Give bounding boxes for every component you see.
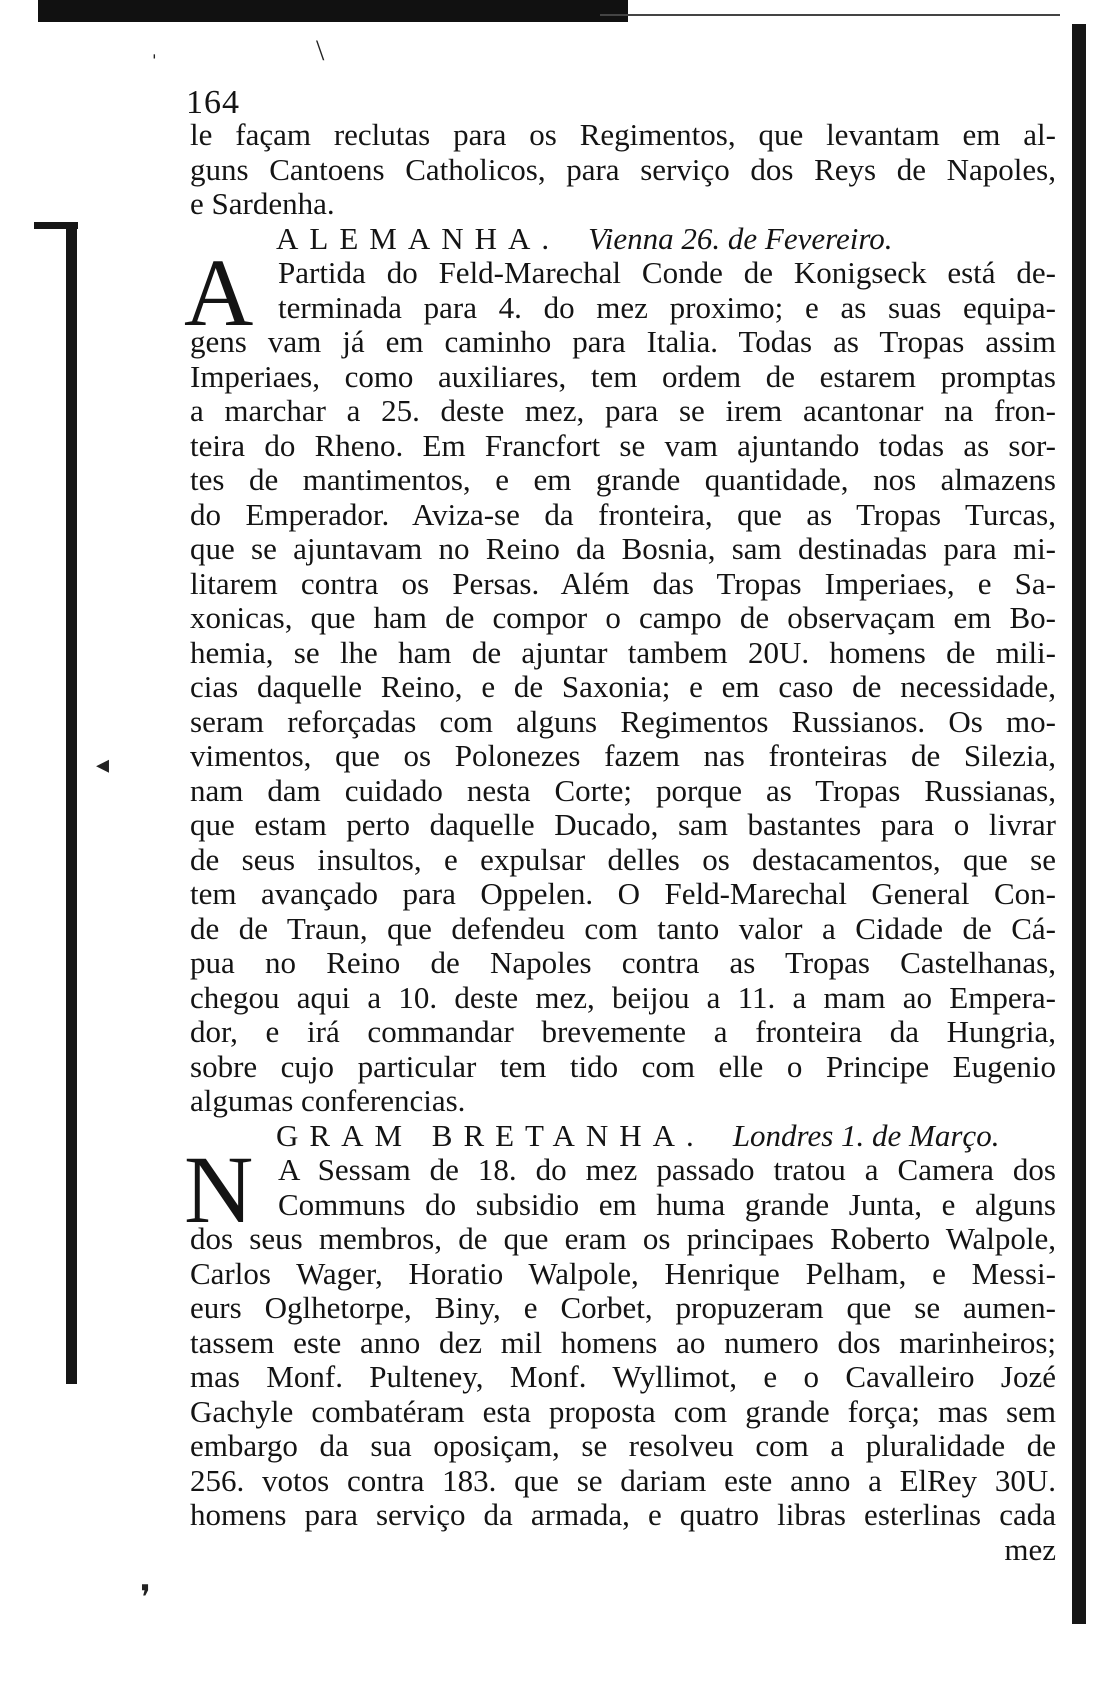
text-line: dor, e irá commandar brevemente a fronteira da Hungria, <box>190 1014 1056 1049</box>
text-line: xonicas, que ham de compor o campo de observaçam em Bo- <box>190 600 1056 635</box>
text-line: tem avançado para Oppelen. O Feld-Marechal General Con- <box>190 876 1056 911</box>
text-line: gens vam já em caminho para Italia. Todas as Tropas assim <box>190 324 1056 359</box>
body-text <box>184 117 1056 1567</box>
text-line: dos seus membros, de que eram os principaes Roberto Walpole, <box>190 1221 1056 1256</box>
top-border-rule <box>38 0 628 22</box>
right-border-rule <box>1072 24 1086 1624</box>
dateline: Vienna 26. de Fevereiro. <box>588 220 893 256</box>
ink-mark: ◂ <box>96 750 110 779</box>
text-line: 256. votos contra 183. que se dariam este anno a ElRey 30U. <box>190 1462 1056 1498</box>
text-line: pua no Reino de Napoles contra as Tropas Castelhanas, <box>190 945 1056 980</box>
text-line: tes de mantimentos, e em grande quantidade, nos almazens <box>190 462 1056 497</box>
text-line: que se ajuntavam no Reino da Bosnia, sam destinadas para mi- <box>190 531 1056 566</box>
text-line: Carlos Wager, Horatio Walpole, Henrique Pelham, e Messi- <box>190 1255 1056 1291</box>
country-heading: GRAM BRETANHA. <box>276 1117 705 1153</box>
text-line: nam dam cuidado nesta Corte; porque as Tropas Russianas, <box>190 772 1056 808</box>
text-line: Partida do Feld-Marechal Conde de Konigseck está de- <box>278 255 1056 290</box>
paragraph-gram-bretanha <box>184 1136 1056 1533</box>
text-line: guns Cantoens Catholicos, para serviço dos Reys de Napoles, <box>190 151 1056 187</box>
text-line: terminada para 4. do mez proximo; e as suas equipa- <box>278 289 1056 325</box>
text-line: A Sessam de 18. do mez passado tratou a Camera dos <box>278 1152 1056 1187</box>
ink-mark: ˌ <box>150 30 159 59</box>
text-line: Gachyle combatéram esta proposta com grande força; mas sem <box>190 1393 1056 1429</box>
text-line: de de Traun, que defendeu com tanto valor a Cidade de Cá- <box>190 910 1056 946</box>
text-line: chegou aqui a 10. deste mez, beijou a 11. a mam ao Empera- <box>190 979 1056 1015</box>
top-thin-rule <box>600 14 1060 16</box>
text-line: Imperiaes, como auxiliares, tem ordem de estarem promptas <box>190 358 1056 394</box>
text-line: e Sardenha. <box>190 186 335 221</box>
drop-cap: N <box>184 1136 254 1243</box>
left-border-rule <box>66 228 77 1384</box>
text-line: vimentos, que os Polonezes fazem nas fronteiras de Silezia, <box>190 738 1056 773</box>
text-line: litarem contra os Persas. Além das Tropas Imperiaes, e Sa- <box>190 565 1056 601</box>
text-line: cias daquelle Reino, e de Saxonia; e em caso de necessidade, <box>190 669 1056 704</box>
page-number: 164 <box>186 84 240 121</box>
text-line: Communs do subsidio em huma grande Junta, e alguns <box>278 1186 1056 1222</box>
text-line: tassem este anno dez mil homens ao numero dos marinheiros; <box>190 1324 1056 1360</box>
paragraph-alemanha <box>184 239 1056 1119</box>
text-line: eurs Oglhetorpe, Biny, e Corbet, propuzeram que se aumen- <box>190 1290 1056 1325</box>
ink-mark: ❜ <box>140 1580 151 1617</box>
text-line: hemia, se lhe ham de ajuntar tambem 20U. homens de mili- <box>190 634 1056 670</box>
text-line: le façam reclutas para os Regimentos, que levantam em al- <box>190 117 1056 152</box>
section-heading-gram-bretanha <box>190 1119 1056 1154</box>
ink-mark: \ <box>316 34 325 67</box>
catchword: mez <box>1004 1531 1056 1567</box>
text-line: embargo da sua oposiçam, se resolveu com a pluralidade de <box>190 1428 1056 1463</box>
text-line: a marchar a 25. deste mez, para se irem acantonar na fron- <box>190 393 1056 428</box>
text-line: de seus insultos, e expulsar delles os destacamentos, que se <box>190 841 1056 877</box>
text-line: seram reforçadas com alguns Regimentos Russianos. Os mo- <box>190 703 1056 739</box>
dateline: Londres 1. de Março. <box>732 1117 1000 1153</box>
text-line: do Emperador. Aviza-se da fronteira, que as Tropas Turcas, <box>190 496 1056 532</box>
drop-cap: A <box>184 239 254 346</box>
section-heading-alemanha <box>190 222 1056 257</box>
text-line: mas Monf. Pulteney, Monf. Wyllimot, e o Cavalleiro Jozé <box>190 1359 1056 1394</box>
country-heading: ALEMANHA. <box>276 220 561 256</box>
text-line: teira do Rheno. Em Francfort se vam ajuntando todas as sor- <box>190 427 1056 463</box>
text-line: algumas conferencias. <box>190 1083 466 1118</box>
text-line: sobre cujo particular tem tido com elle o Principe Eugenio <box>190 1048 1056 1084</box>
text-line: que estam perto daquelle Ducado, sam bastantes para o livrar <box>190 807 1056 842</box>
text-line: homens para serviço da armada, e quatro libras esterlinas cada <box>190 1497 1056 1532</box>
